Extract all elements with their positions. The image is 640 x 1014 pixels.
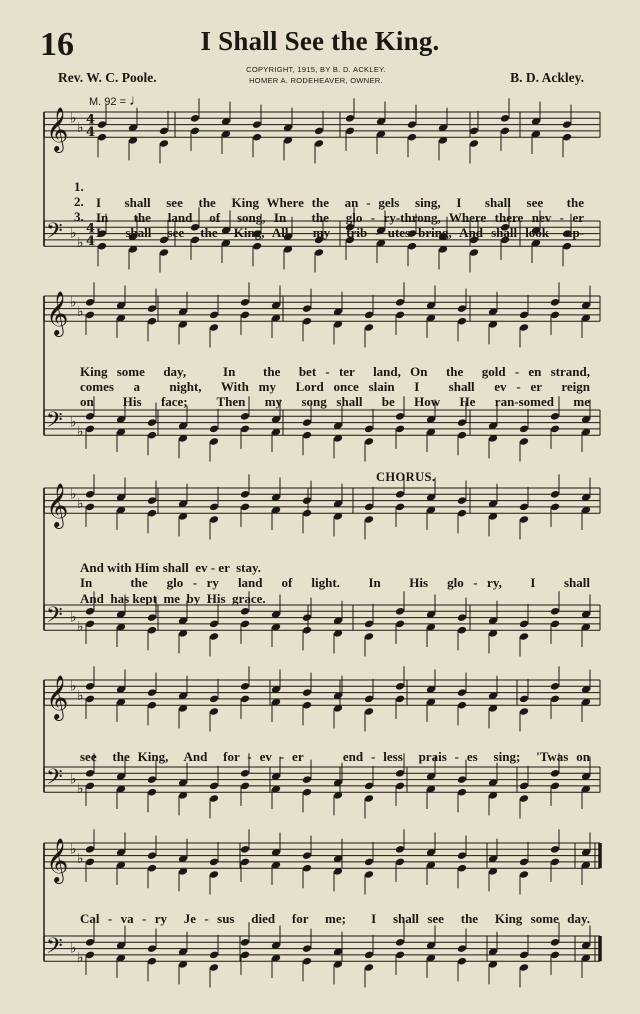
flat-icon: ♭ [70, 486, 77, 503]
flat-icon: ♭ [77, 619, 84, 636]
clefs-and-signatures [46, 107, 95, 966]
lyric-text: I shall see the King Where the an - gels sing, I shall see the [96, 195, 584, 210]
treble-clef-icon: 𝄞 [46, 675, 69, 720]
author-credit: Rev. W. C. Poole. [58, 70, 157, 85]
lyric-text: King some day, In the bet - ter land, On the gold - en strand, [80, 364, 590, 379]
flat-icon: ♭ [77, 850, 84, 867]
time-signature: 4 [86, 234, 96, 250]
treble-clef-icon: 𝄞 [46, 291, 69, 336]
flat-icon: ♭ [77, 687, 84, 704]
lyric-line-verse-1 [0, 348, 640, 379]
flat-icon: ♭ [70, 609, 77, 626]
flat-icon: ♭ [77, 303, 84, 320]
bass-clef-icon: 𝄢 [46, 407, 63, 438]
lyric-text: on His face; Then my song shall be How He ran-somed me [80, 394, 590, 409]
flat-icon: ♭ [70, 678, 77, 695]
flat-icon: ♭ [77, 781, 84, 798]
lyric-text: comes a night, With my Lord once slain I shall ev - er reign [80, 379, 590, 394]
flat-icon: ♭ [70, 110, 77, 127]
flat-icon: ♭ [77, 119, 84, 136]
flat-icon: ♭ [77, 424, 84, 441]
lyric-line-verse-3 [0, 378, 640, 409]
lyric-line-verse-3 [0, 575, 640, 606]
lyric-line-verse-1 [0, 544, 640, 575]
bass-clef-icon: 𝄢 [46, 218, 63, 249]
flat-icon: ♭ [70, 414, 77, 431]
flat-icon: ♭ [70, 841, 77, 858]
treble-clef-icon: 𝄞 [46, 483, 69, 528]
flat-icon: ♭ [77, 950, 84, 967]
lyric-line-chorus [0, 733, 640, 764]
lyric-text: Cal - va - ry Je - sus died for me; I shall see the King some day. [80, 911, 590, 926]
verse-number: 3. [74, 209, 84, 224]
flat-icon: ♭ [70, 771, 77, 788]
flat-icon: ♭ [77, 235, 84, 252]
hymn-title: I Shall See the King. [200, 26, 440, 56]
hymn-number: 16 [40, 26, 74, 63]
time-signature: 4 [86, 112, 96, 128]
flat-icon: ♭ [70, 940, 77, 957]
lyric-line-verse-1 [0, 163, 640, 210]
time-signature: 4 [86, 221, 96, 237]
treble-clef-icon: 𝄞 [46, 838, 69, 883]
lyric-text: In the glo - ry land of light. In His glo - ry, I shall [80, 575, 590, 590]
lyric-text: see the King, And for - ev - er end - less prais - es sing; 'Twas on [80, 749, 590, 764]
composer-credit: B. D. Ackley. [510, 70, 584, 85]
quarter-note-icon: ♩ [129, 92, 145, 109]
lyric-text: I shall see the King, All my trib - utes bring, And shall look up- [96, 225, 584, 240]
lyric-line-chorus [0, 895, 640, 926]
verse-number: 1. [74, 179, 84, 194]
chorus-label: CHORUS. [376, 470, 436, 484]
lyric-line-verse-2 [0, 363, 640, 394]
time-signature: 4 [86, 125, 96, 141]
bass-clef-icon: 𝄢 [46, 764, 63, 795]
flat-icon: ♭ [77, 495, 84, 512]
lyric-line-verse-2 [0, 559, 640, 590]
flat-icon: ♭ [70, 294, 77, 311]
bass-clef-icon: 𝄢 [46, 933, 63, 964]
metronome-text: M. 92 = [89, 96, 126, 108]
verse-number: 2. [74, 194, 84, 209]
lyric-text: And with Him shall ev - er stay. [80, 560, 262, 575]
copyright-line-2: HOMER A. RODEHEAVER, OWNER. [249, 76, 383, 85]
bass-clef-icon: 𝄢 [46, 602, 63, 633]
lyric-text: And has kept me by His grace. [80, 591, 266, 606]
flat-icon: ♭ [70, 225, 77, 242]
copyright-line-1: COPYRIGHT, 1915, BY B. D. ACKLEY. [246, 65, 386, 74]
treble-clef-icon: 𝄞 [46, 107, 69, 152]
lyric-text: In the land of song, In the glo - ry-throng, Where there nev - er [96, 210, 584, 225]
